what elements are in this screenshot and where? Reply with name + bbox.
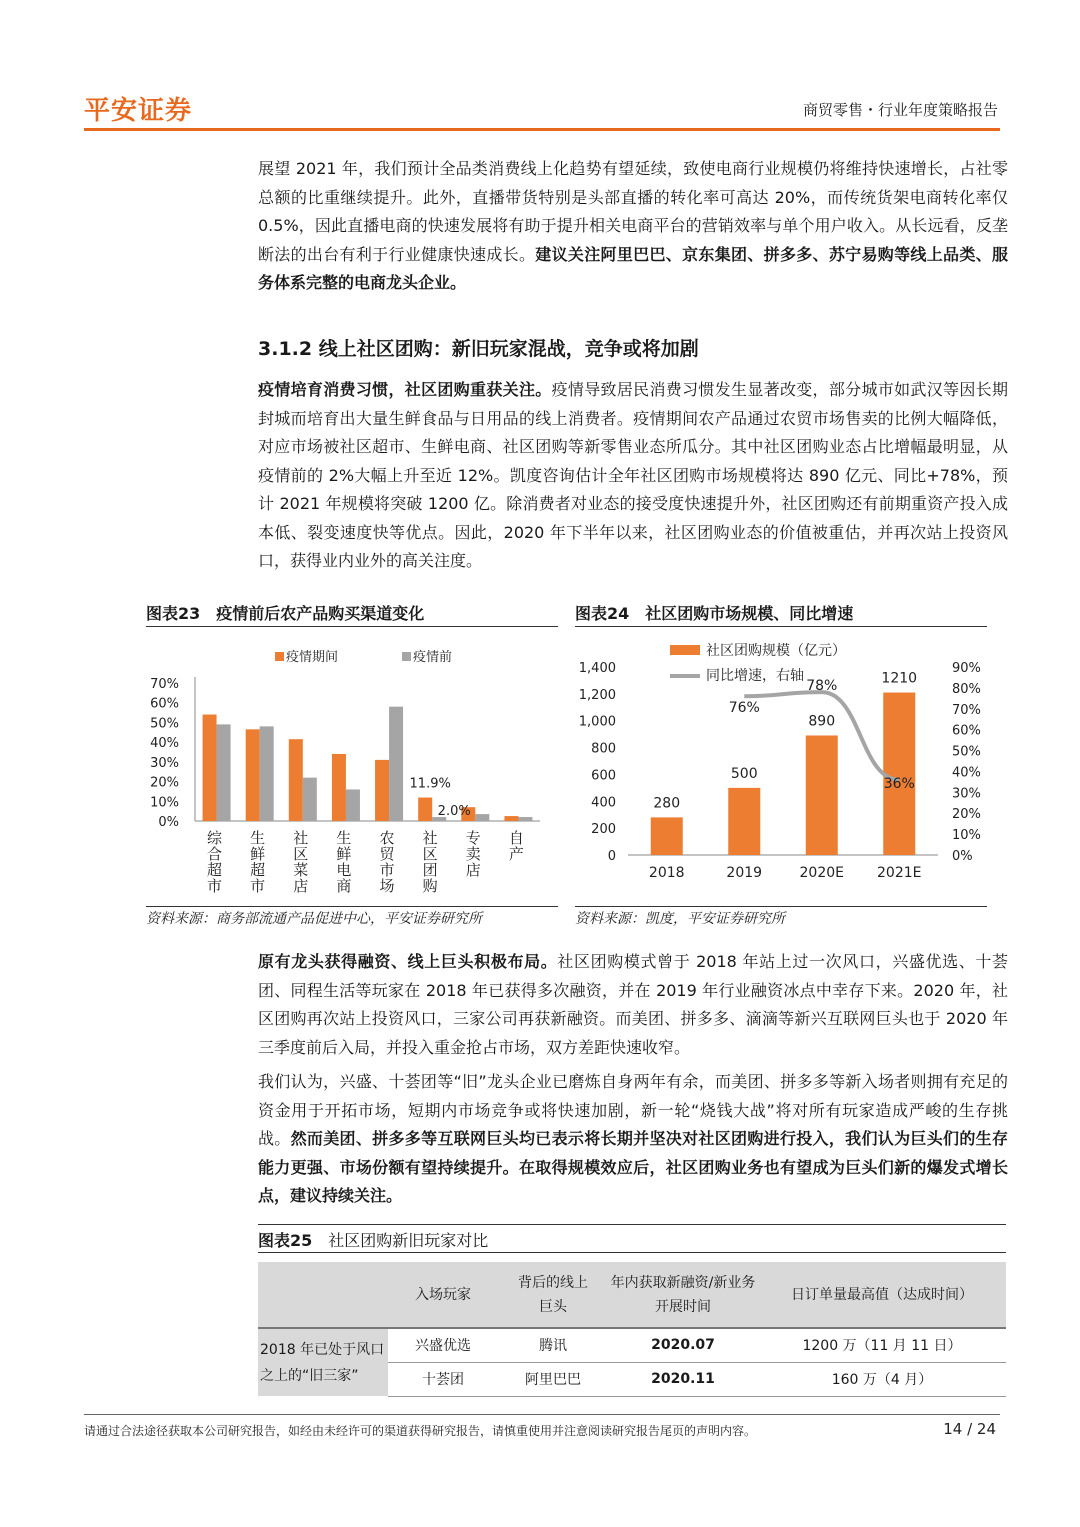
- x-category-label: 生: [336, 829, 352, 847]
- y-tick-label: 0%: [158, 815, 179, 830]
- table-header: 日订单量最高值（达成时间）: [791, 1286, 973, 1303]
- x-category-label: 市: [379, 861, 395, 879]
- figure-caption: 社区团购市场规模、同比增速: [645, 604, 854, 623]
- figure-23-bottom-rule: [146, 906, 558, 907]
- figure-number: 图表23: [146, 604, 201, 623]
- table-cell: 腾讯: [498, 1328, 608, 1362]
- table-row: [258, 1328, 1006, 1362]
- x-category-label: 综: [207, 829, 223, 847]
- data-label: 2.0%: [437, 804, 471, 820]
- figure-number: 图表25: [258, 1231, 313, 1250]
- bar-market-size: [651, 817, 683, 855]
- figure-24-title: [575, 601, 853, 628]
- paragraph-text: 我们认为，兴盛、十荟团等“旧”龙头企业已磨炼自身两年有余，而美团、拼多多等新入场者则拥有充足的资金用于开拓市场，短期内市场竞争或将快速加剧，新一轮“烧钱大战”将对所有玩家造成严峻的生存挑战。: [258, 1072, 1008, 1148]
- x-category-label: 2018: [648, 865, 685, 881]
- x-category-label: 合: [207, 845, 223, 863]
- y-tick-label: 50%: [150, 716, 179, 732]
- legend-label: 疫情期间: [286, 650, 339, 665]
- data-label: 11.9%: [409, 776, 451, 792]
- legend-label: 社区团购规模（亿元）: [706, 643, 846, 659]
- paragraph-text: 社区团购模式曾于 2018 年站上过一次风口，兴盛优选、十荟团、同程生活等玩家在 2018 年已获得多次融资，并在 2019 年行业融资冰点中幸存下来。2020 年，社区团购再次站上投资风口，三家公司再获新融资。而美团、拼多多、滴滴等新兴互联网巨头也于 2020 年三季度前后入局，并投入重金抢占市场，双方差距快速收窄。: [258, 952, 1008, 1057]
- bar-value-label: 1210: [881, 670, 918, 687]
- paragraph-outlook: [258, 155, 1008, 298]
- y2-tick-label: 70%: [952, 702, 981, 718]
- bar-value-label: 500: [730, 765, 758, 782]
- table-cell: 1200 万（11 月 11 日）: [758, 1328, 1006, 1362]
- table-header-row: [258, 1262, 1006, 1328]
- x-category-label: 社: [422, 829, 438, 847]
- x-category-label: 区: [422, 845, 438, 863]
- table-cell: 十荟团: [388, 1362, 498, 1396]
- y-tick-label: 1,400: [578, 661, 616, 676]
- channel-change-chart: [140, 636, 565, 904]
- y-tick-label: 60%: [150, 696, 179, 712]
- market-size-chart: [570, 636, 995, 904]
- x-category-label: 农: [379, 829, 395, 847]
- x-category-label: 2020E: [799, 865, 844, 881]
- table-header-group: [258, 1262, 388, 1328]
- bar-during-epidemic: [246, 729, 260, 821]
- x-category-label: 团: [422, 861, 438, 879]
- paragraph-leaders-financing: [258, 948, 1008, 1062]
- footer-divider: [84, 1414, 1000, 1415]
- x-category-label: 贸: [379, 845, 395, 863]
- figure-24-bottom-rule: [575, 906, 987, 907]
- x-category-label: 生: [250, 829, 266, 847]
- legend-swatch: [670, 645, 700, 655]
- y-tick-label: 40%: [150, 736, 179, 752]
- paragraph-bold-text: 然而美团、拼多多等互联网巨头均已表示将长期并坚决对社区团购进行投入，我们认为巨头们的生存能力更强、市场份额有望持续提升。在取得规模效应后，社区团购业务也有望成为巨头们新的爆发式增长点，建议持续关注。: [258, 1129, 1008, 1205]
- legend-label: 疫情前: [413, 650, 453, 665]
- bar-before-epidemic: [389, 707, 403, 821]
- table-header: 年内获取新融资/新业务开展时间: [610, 1274, 756, 1315]
- y2-tick-label: 60%: [952, 723, 981, 739]
- bar-before-epidemic: [217, 724, 231, 821]
- header-divider: [84, 128, 1000, 131]
- x-category-label: 社: [293, 829, 309, 847]
- y2-tick-label: 50%: [952, 744, 981, 760]
- bar-during-epidemic: [418, 798, 432, 821]
- table-cell: 160 万（4 月）: [758, 1362, 1006, 1396]
- x-category-label: 2019: [726, 865, 763, 881]
- x-category-label: 卖: [465, 845, 481, 863]
- figure-23-title: [146, 601, 424, 628]
- y-tick-label: 20%: [150, 775, 179, 791]
- y2-tick-label: 80%: [952, 681, 981, 697]
- legend-swatch: [275, 652, 284, 661]
- line-value-label: 78%: [806, 678, 838, 695]
- y2-tick-label: 20%: [952, 807, 981, 823]
- y-tick-label: 30%: [150, 755, 179, 771]
- paragraph-bold-text: 原有龙头获得融资、线上巨头积极布局。: [258, 952, 558, 971]
- bar-during-epidemic: [203, 715, 217, 821]
- line-value-label: 36%: [883, 775, 915, 792]
- figure-24-top-rule: [575, 626, 987, 627]
- figure-25-top-rule: [258, 1224, 1006, 1225]
- y-tick-label: 200: [591, 822, 616, 838]
- x-category-label: 店: [465, 861, 481, 879]
- table-cell: 2020.07: [608, 1328, 758, 1362]
- bar-during-epidemic: [375, 760, 389, 821]
- bar-value-label: 280: [653, 795, 681, 812]
- x-category-label: 2021E: [877, 865, 922, 881]
- y-tick-label: 70%: [150, 677, 179, 692]
- line-value-label: 76%: [728, 700, 760, 717]
- section-heading: 3.1.2 线上社区团购：新旧玩家混战，竞争或将加剧: [258, 338, 699, 360]
- bar-value-label: 890: [808, 713, 836, 730]
- bar-market-size: [806, 735, 838, 855]
- x-category-label: 区: [293, 845, 309, 863]
- x-category-label: 市: [250, 877, 266, 895]
- x-category-label: 购: [422, 877, 438, 895]
- x-category-label: 超: [207, 861, 223, 879]
- x-category-label: 市: [207, 877, 223, 895]
- figure-24-source: 资料来源：凯度，平安证券研究所: [575, 911, 785, 927]
- table-header: 入场玩家: [415, 1286, 471, 1303]
- bar-before-epidemic: [518, 817, 532, 821]
- bar-during-epidemic: [332, 754, 346, 821]
- x-category-label: 商: [336, 877, 352, 895]
- legend-label: 同比增速，右轴: [706, 668, 804, 684]
- figure-25-title: [258, 1228, 488, 1255]
- paragraph-competition-view: [258, 1068, 1008, 1211]
- figure-number: 图表24: [575, 604, 630, 623]
- legend-swatch: [402, 652, 411, 661]
- y-tick-label: 400: [591, 795, 616, 811]
- y-tick-label: 10%: [150, 795, 179, 811]
- figure-caption: 社区团购新旧玩家对比: [328, 1231, 489, 1250]
- x-category-label: 超: [250, 861, 266, 879]
- table-header: 背后的线上巨头: [518, 1274, 588, 1315]
- bar-during-epidemic: [504, 816, 518, 821]
- y-tick-label: 800: [591, 741, 616, 757]
- report-title: 商贸零售・行业年度策略报告: [802, 101, 998, 119]
- bar-before-epidemic: [475, 814, 489, 821]
- x-category-label: 产: [508, 845, 524, 863]
- x-category-label: 店: [293, 877, 309, 895]
- bar-market-size: [883, 693, 915, 855]
- table-cell: 2020.11: [608, 1362, 758, 1396]
- y2-tick-label: 0%: [952, 849, 973, 864]
- table-cell: 阿里巴巴: [498, 1362, 608, 1396]
- x-category-label: 电: [336, 861, 352, 879]
- y2-tick-label: 30%: [952, 786, 981, 802]
- y-tick-label: 0: [607, 849, 616, 864]
- bar-before-epidemic: [260, 726, 274, 821]
- figure-23-top-rule: [146, 626, 558, 627]
- figure-caption: 疫情前后农产品购买渠道变化: [216, 604, 425, 623]
- bar-market-size: [728, 788, 760, 855]
- paragraph-text: 展望 2021 年，我们预计全品类消费线上化趋势有望延续，致使电商行业规模仍将维持快速增长，占社零总额的比重继续提升。此外，直播带货特别是头部直播的转化率可高达 20%，而传统货架电商转化率仅 0.5%，因此直播电商的快速发展将有助于提升相关电商平台的营销效率与单个用户收入。从长远看，反垄断法的出台有利于行业健康快速成长。: [258, 159, 1008, 264]
- paragraph-text: 疫情导致居民消费习惯发生显著改变，部分城市如武汉等因长期封城而培育出大量生鲜食品与日用品的线上消费者。疫情期间农产品通过农贸市场售卖的比例大幅降低，对应市场被社区超市、生鲜电商、社区团购等新零售业态所瓜分。其中社区团购业态占比增幅最明显，从疫情前的 2%大幅上升至近 12%。凯度咨询估计全年社区团购市场规模将达 890 亿元、同比+78%，预计 2021 年规模将突破 1200 亿。除消费者对业态的接受度快速提升外，社区团购还有前期重资产投入成本低、裂变速度快等优点。因此，2020 年下半年以来，社区团购业态的价值被重估，并再次站上投资风口，获得业内业外的高关注度。: [258, 380, 1008, 570]
- bar-before-epidemic: [303, 778, 317, 821]
- table-group-label: 2018 年已处于风口之上的“旧三家”: [258, 1328, 388, 1396]
- y2-tick-label: 40%: [952, 765, 981, 781]
- y-tick-label: 600: [591, 768, 616, 784]
- x-category-label: 鲜: [250, 845, 266, 863]
- bar-during-epidemic: [289, 739, 303, 821]
- y-tick-label: 1,200: [578, 687, 616, 703]
- disclaimer-note: 请通过合法途径获取本公司研究报告，如经由未经许可的渠道获得研究报告，请慎重使用并注意阅读研究报告尾页的声明内容。: [84, 1424, 757, 1438]
- figure-25-title-rule: [258, 1252, 1006, 1253]
- company-logo: 平安证券: [84, 96, 193, 126]
- y-tick-label: 1,000: [578, 714, 616, 730]
- figure-23-source: 资料来源：商务部流通产品促进中心，平安证券研究所: [146, 911, 482, 927]
- paragraph-bold-text: 疫情培育消费习惯，社区团购重获关注。: [258, 380, 552, 399]
- y2-tick-label: 90%: [952, 661, 981, 676]
- paragraph-community-group-buying: [258, 376, 1008, 576]
- x-category-label: 菜: [293, 861, 309, 879]
- x-category-label: 场: [379, 877, 395, 895]
- player-comparison-table: [258, 1262, 1006, 1397]
- table-cell: 兴盛优选: [388, 1328, 498, 1362]
- bar-before-epidemic: [346, 789, 360, 821]
- x-category-label: 自: [508, 829, 524, 847]
- x-category-label: 专: [465, 829, 481, 847]
- page-number: 14 / 24: [943, 1420, 996, 1438]
- x-category-label: 鲜: [336, 845, 352, 863]
- y2-tick-label: 10%: [952, 828, 981, 844]
- paragraph-bold-text: 建议关注阿里巴巴、京东集团、拼多多、苏宁易购等线上品类、服务体系完整的电商龙头企业。: [258, 244, 1008, 292]
